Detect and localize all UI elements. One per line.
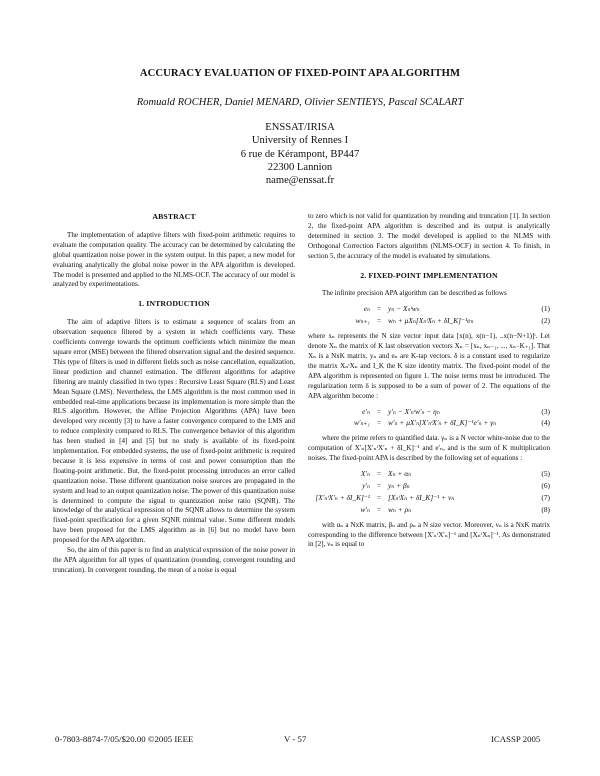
equation-lhs: y′ₙ bbox=[362, 480, 370, 490]
equation-lhs: [X′ₙᵗX′ₙ + δI_K]⁻¹ bbox=[315, 492, 370, 502]
equation-block-1 bbox=[308, 304, 550, 326]
footer-conference: ICASSP 2005 bbox=[491, 734, 541, 744]
equation-lhs: X′ₙ bbox=[360, 469, 370, 479]
footer-page-number: V - 57 bbox=[284, 734, 307, 744]
equals-sign: = bbox=[376, 469, 382, 479]
equation-1 bbox=[308, 304, 550, 314]
abstract-heading: ABSTRACT bbox=[152, 212, 196, 221]
equation-lhs: w′ₙ bbox=[360, 504, 370, 514]
equation-number: (7) bbox=[541, 492, 550, 502]
equation-number: (6) bbox=[541, 480, 550, 490]
equation-lhs: wₙ₊₁ bbox=[355, 316, 370, 326]
footer-isbn: 0-7803-8874-7/05/$20.00 ©2005 IEEE bbox=[55, 734, 194, 744]
equation-rhs: wₙ + ρₙ bbox=[388, 504, 412, 514]
left-column bbox=[53, 212, 295, 576]
equation-rhs: Xₙ + αₙ bbox=[388, 469, 412, 479]
equation-6 bbox=[308, 481, 550, 491]
equation-rhs: y′ₙ − X′ₙᵗw′ₙ − ηₙ bbox=[388, 406, 440, 416]
equation-number: (3) bbox=[541, 406, 550, 416]
affiliation-email: name@enssat.fr bbox=[265, 175, 335, 187]
equals-sign: = bbox=[376, 480, 382, 490]
equation-5 bbox=[308, 469, 550, 479]
section-2-paragraph-1: The infinite precision APA algorithm can be described as follows bbox=[322, 289, 507, 298]
equals-sign: = bbox=[376, 316, 382, 326]
equation-rhs: yₙ + βₙ bbox=[388, 480, 410, 490]
section-2-paragraph-4: with αₙ a NxK matrix, βₙ and ρₙ a N size vector. Moreover, νₙ is a NxK matrix corresponding to the difference between [X′ₙᵗX′ₙ]⁻¹ and [XₙᵗXₙ]⁻¹. As demonstrated in [2], νₙ is equal to bbox=[308, 520, 550, 549]
equation-number: (8) bbox=[541, 504, 550, 514]
equation-number: (2) bbox=[541, 316, 550, 326]
abstract-text: The implementation of adaptive filters with fixed-point arithmetic requires to evaluate the computation quality. The accuracy can be determined by calculating the global quantization noise power in the system output. In this paper, a new model for evaluating analytically the global noise power in the APA algorithm is developed. The model is presented and applied to the NLMS-OCF. The accuracy of our model is analyzed by experimentations. bbox=[53, 230, 295, 289]
equals-sign: = bbox=[376, 406, 382, 416]
affiliation-line: University of Rennes I bbox=[251, 135, 349, 147]
paper-authors: Romuald ROCHER, Daniel MENARD, Olivier SENTIEYS, Pascal SCALART bbox=[136, 97, 464, 108]
equals-sign: = bbox=[376, 492, 382, 502]
equation-lhs: eₙ bbox=[363, 304, 370, 314]
equation-rhs: wₙ + μXₙ[XₙᵗXₙ + δI_K]⁻¹eₙ bbox=[388, 316, 474, 326]
equals-sign: = bbox=[376, 418, 382, 428]
equation-number: (4) bbox=[541, 418, 550, 428]
equation-3 bbox=[308, 407, 550, 417]
equation-4 bbox=[308, 418, 550, 428]
equation-2 bbox=[308, 316, 550, 326]
equation-block-2 bbox=[308, 407, 550, 429]
affiliation-line: ENSSAT/IRISA bbox=[265, 122, 335, 133]
affiliation-line: 6 rue de Kérampont, BP447 bbox=[240, 148, 360, 160]
affiliation-block bbox=[0, 121, 600, 187]
equation-rhs: yₙ − Xₙᵗwₙ bbox=[388, 304, 420, 314]
section-2-paragraph-2: where xₙ represents the N size vector input data [x(n), x(n−1), ..x(n−N+1)]ᵗ. Let denote Xₙ the matrix of K last observation vectors Xₙ = [xₙ, xₙ₋₁, ..., xₙ₋K₊₁]. That Xₙ is a NxK matrix. yₙ and eₙ are K-tap vectors. δ is a constant used to regularize the matrix XₙᵗXₙ and I_K the K size identity matrix. The fixed-point model of the APA algorithm is represented on figure 1. The noise terms must be introduced. The regularization term δ is supposed to be a sum of power of 2. The equations of the APA algorithm become : bbox=[308, 332, 550, 400]
paper-title: ACCURACY EVALUATION OF FIXED-POINT APA ALGORITHM bbox=[139, 68, 461, 79]
intro-heading: 1. INTRODUCTION bbox=[138, 299, 210, 309]
equation-number: (5) bbox=[541, 469, 550, 479]
equation-rhs: w′ₙ + μX′ₙ[X′ₙᵗX′ₙ + δI_K]⁻¹e′ₙ + γₙ bbox=[388, 418, 497, 428]
intro-paragraph-1: The aim of adaptive filters is to estimate a sequence of scalars from an observation sequence filtered by a system in which coefficients vary. These coefficients converge towards the optimum coefficients which minimize the mean square error (MSE) between the filtered observation signal and the desired sequence. This type of filters is used in different fields such as noise cancellation, equalization, linear prediction and channel estimation. The different algorithms for adaptive filtering are mainly classified in two types : Recursive Least Square (RLS) and Least Mean Square (LMS). Nevertheless, the LMS algorithm is the most common used in embedded real-time applications because its implementation is more simple than the RLS algorithm. However, the Affine Projection Algorithms (APA) have been developed very recently [3] to have a faster convergence compared to the LMS and to reduce complexity compared to RLS. The convergence behavior of this algorithm has been studied in [4] and [5] but no study is available of its fixed-point implementation. For embedded systems, the use of fixed-point arithmetic is required because it is less expensive in terms of cost and power consumption than the floating-point arithmetic. But, the fixed-point processing introduces an error called quantization noise. These different quantization noise sources are propagated in the system and lead to an output quantization noise. The power of this quantization noise is determined to compute the signal to quantization noise ratio (SQNR). The knowledge of the analytical expression of the SQNR allows to determine the system fixed-point specification for a given SQNR minimal value. Some different models have been proposed for the LMS algorithm as in [6] but no model have been proposed for the APA algorithm. bbox=[53, 318, 295, 545]
equation-8 bbox=[308, 505, 550, 515]
equals-sign: = bbox=[376, 504, 382, 514]
intro-paragraph-2-continued: to zero which is not valid for quantization by rounding and truncation [1]. In section 2, the fixed-point APA algorithm is described and its output is analytically determined in section 3. The model developed is applied to the NLMS with Orthogonal Correction Factors algorithm (NLMS-OCF) in section 4. To finish, in section 5, the accuracy of the model is evaluated by simulations. bbox=[308, 212, 550, 260]
section-2-paragraph-3: where the prime refers to quantified data. γₙ is a N vector white-noise due to the computation of X′ₙ[X′ₙᵗX′ₙ + δI_K]⁻¹ and e′ₙ, and is the sum of K multiplication noises. The fixed-point APA is described by the following set of equations : bbox=[308, 434, 550, 463]
right-column bbox=[308, 212, 550, 550]
affiliation-line: 22300 Lannion bbox=[267, 161, 333, 173]
equals-sign: = bbox=[376, 304, 382, 314]
equation-7 bbox=[308, 493, 550, 503]
equation-rhs: [XₙᵗXₙ + δI_K]⁻¹ + νₙ bbox=[388, 492, 455, 502]
section-2-heading: 2. FIXED-POINT IMPLEMENTATION bbox=[360, 270, 498, 280]
equation-number: (1) bbox=[541, 304, 550, 314]
equation-lhs: e′ₙ bbox=[362, 406, 370, 416]
intro-paragraph-2: So, the aim of this paper is to find an analytical expression of the noise power in the APA algorithm for all types of quantization (rounding, convergent rounding and truncation). In convergent rounding, the mean of a noise is equal bbox=[53, 546, 295, 574]
equation-block-3 bbox=[308, 469, 550, 515]
equation-lhs: w′ₙ₊₁ bbox=[353, 418, 370, 428]
